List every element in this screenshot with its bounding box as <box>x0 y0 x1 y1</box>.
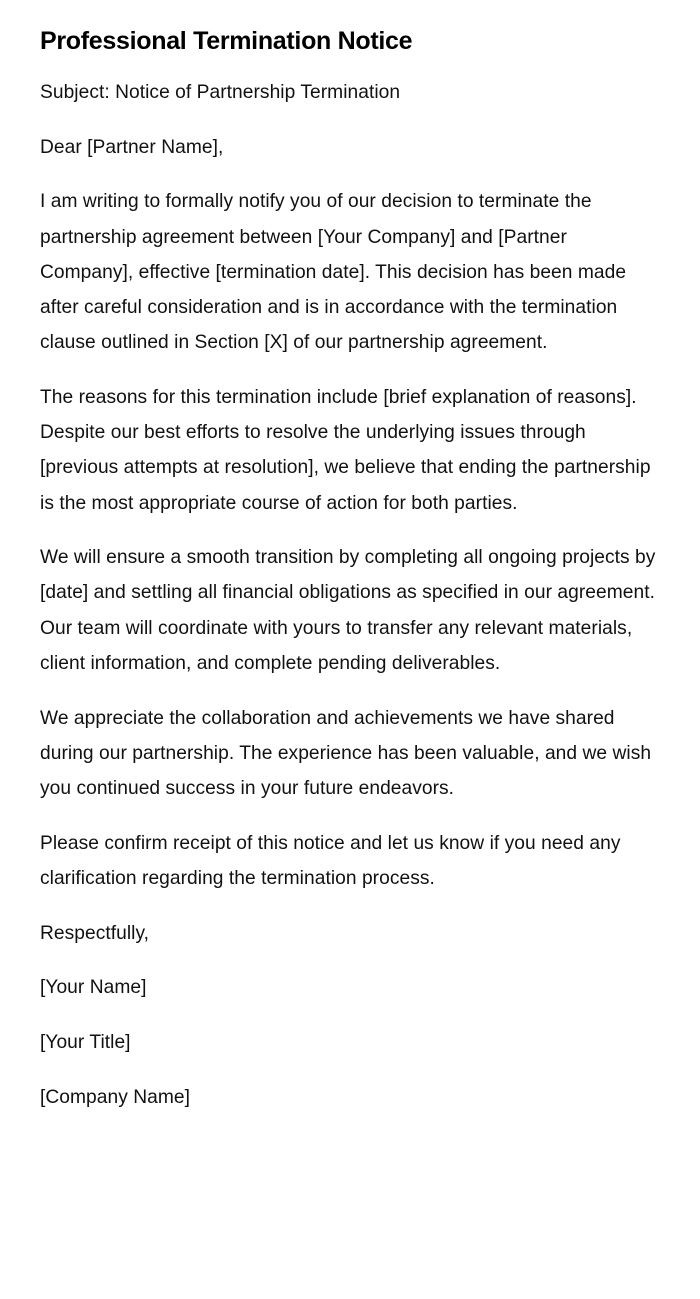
document-title: Professional Termination Notice <box>40 27 413 55</box>
salutation: Dear [Partner Name], <box>40 136 224 158</box>
body-paragraph: The reasons for this termination include [brief explanation of reasons]. Despite our best efforts to resolve the underlying issues through [previous attempts at resolution], we believe that ending the partnership is the most appropriate course of action for both parties. <box>40 386 651 514</box>
body-paragraph: I am writing to formally notify you of our decision to terminate the partnership agreement between [Your Company] and [Partner Company], effective [termination date]. This decision has been made after careful consideration and is in accordance with the termination clause outlined in Section [X] of our partnership agreement. <box>40 191 627 354</box>
signature-title: [Your Title] <box>40 1031 131 1053</box>
body-paragraph: We appreciate the collaboration and achievements we have shared during our partnership. The experience has been valuable, and we wish you continued success in your future endeavors. <box>40 707 652 799</box>
signature-name: [Your Name] <box>40 977 147 999</box>
signature-company: [Company Name] <box>40 1086 190 1108</box>
closing: Respectfully, <box>40 922 150 944</box>
body-paragraph: We will ensure a smooth transition by completing all ongoing projects by [date] and settling all financial obligations as specified in our agreement. Our team will coordinate with yours to transfer any relevant materials, client information, and complete pending deliverables. <box>40 547 656 674</box>
body-paragraph: Please confirm receipt of this notice and let us know if you need any clarification regarding the termination process. <box>40 832 621 889</box>
subject-line: Subject: Notice of Partnership Termination <box>40 82 401 103</box>
